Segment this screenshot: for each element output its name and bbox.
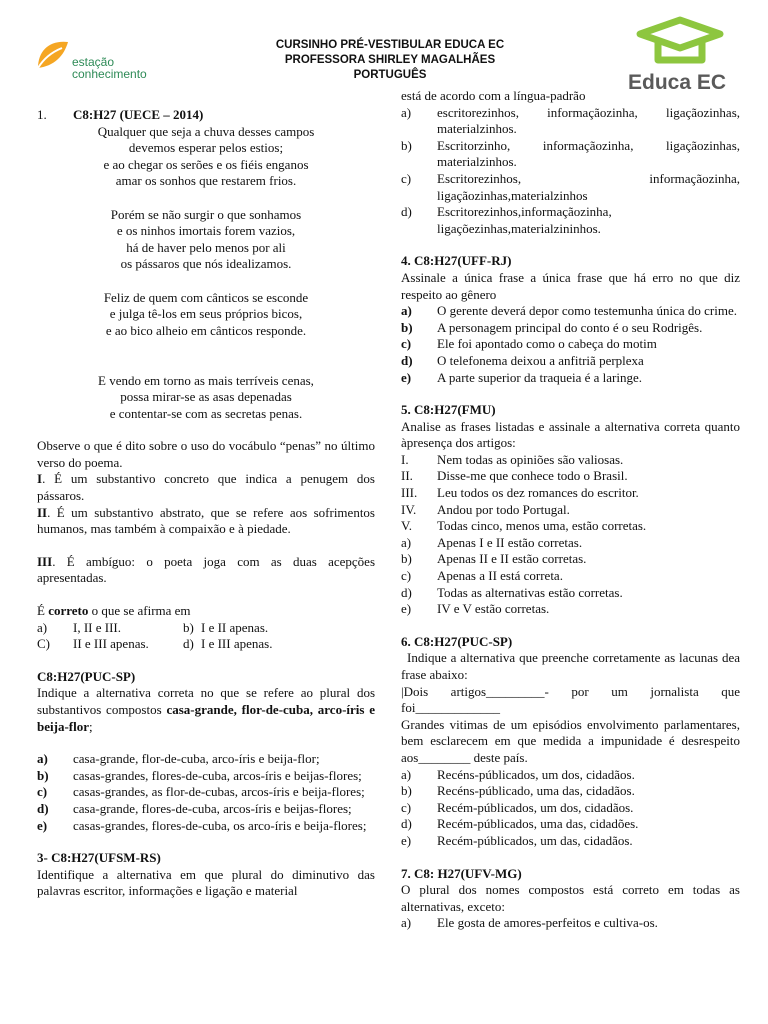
q2-option (37, 768, 375, 785)
q7-tag: 7. C8: H27(UFV-MG) (401, 865, 522, 881)
option-letter: V. (401, 518, 412, 534)
q3-option (401, 204, 740, 237)
q5-option (401, 452, 740, 469)
option-text: casas-grandes, flores-de-cuba, arcos-íris e beijas-flores; (73, 767, 362, 783)
option-letter: a) (401, 766, 412, 782)
q3-tag: 3- C8:H27(UFSM-RS) (37, 850, 161, 866)
q1-statement-iii: III. É ambíguo: o poeta joga com as duas acepções apresentadas. (37, 553, 375, 586)
graduation-cap-icon (630, 16, 730, 72)
q3-option (401, 105, 740, 138)
left-column (37, 107, 375, 900)
option-letter: c) (401, 336, 412, 352)
option-letter: d) (401, 816, 412, 832)
poem-line: possa mirar-se as asas depenadas (120, 389, 292, 405)
option-letter: II. (401, 468, 413, 484)
q2-option (37, 818, 375, 835)
option-letter: c) (401, 799, 412, 815)
q3-option (401, 171, 740, 204)
q1-option-row: a) I, II e III. b) I e II apenas. (37, 619, 269, 635)
option-text: Todas as alternativas estão corretas. (437, 584, 623, 600)
q4-tag: 4. C8:H27(UFF-RJ) (401, 253, 512, 269)
option-letter: III. (401, 485, 418, 501)
option-letter: e) (401, 832, 412, 848)
option-text: Escritorzinho, informaçãozinha, ligaçãozinhas, materialzinhos. (437, 137, 740, 170)
option-text: Recém-públicados, uma das, cidadões. (437, 816, 639, 832)
poem-line: há de haver pelo menos por ali (126, 239, 286, 255)
option-text: Ele gosta de amores-perfeitos e cultiva-os. (437, 915, 658, 931)
option-letter: d) (401, 204, 412, 220)
q6-sentence-1: |Dois artigos_________- por um jornalista que foi_____________ (401, 683, 740, 716)
logo-line1: estação (72, 55, 115, 69)
q1-heading (37, 107, 375, 124)
option-letter: b) (401, 551, 412, 567)
poem-line: e ao bico alheio em cânticos responde. (105, 322, 307, 338)
q1-question: É correto o que se afirma em (37, 603, 191, 619)
q5-option (401, 551, 740, 568)
q2-options (37, 751, 375, 834)
q5-option (401, 601, 740, 618)
option-text: casas-grandes, flores-de-cuba, os arco-íris e beija-flores; (73, 817, 367, 833)
q1-prompt: Observe o que é dito sobre o uso do vocábulo “penas” no último verso do poema. (37, 438, 375, 470)
poem-line (37, 190, 375, 207)
option-letter: I. (401, 451, 409, 467)
option-text: Escritorezinhos,informaçãozinha, ligaçõezinhas,materialzininhos. (437, 204, 612, 236)
q1-poem (37, 124, 375, 423)
q3-option (401, 138, 740, 171)
q5-option (401, 485, 740, 502)
q5-items (401, 452, 740, 535)
header-line-2: PROFESSORA SHIRLEY MAGALHÃES (284, 54, 496, 66)
poem-line: amar os sonhos que restarem frios. (115, 173, 297, 189)
q4-option (401, 303, 740, 320)
option-letter: a) (401, 303, 412, 319)
q4-option (401, 336, 740, 353)
option-text: Nem todas as opiniões são valiosas. (437, 451, 624, 467)
q5-option (401, 535, 740, 552)
poem-line: Porém se não surgir o que sonhamos (110, 206, 302, 222)
q3-prompt-start: Identifique a alternativa em que plural do diminutivo das palavras escritor, informações e ligação e material (37, 866, 375, 899)
option-letter: a) (401, 104, 412, 120)
q5-option (401, 585, 740, 602)
option-letter: b) (401, 319, 413, 335)
logo-educa-ec (622, 16, 752, 96)
q2-tag: C8:H27(PUC-SP) (37, 668, 136, 684)
poem-line (37, 356, 375, 373)
q5-tag: 5. C8:H27(FMU) (401, 402, 496, 418)
right-column (401, 88, 740, 932)
q5-option (401, 502, 740, 519)
option-text: Recéns-públicado, uma das, cidadãos. (437, 783, 635, 799)
q1-number: 1. (37, 107, 47, 122)
poem-line: e ao chegar os serões e os fiéis enganos (103, 156, 309, 172)
option-text: IV e V estão corretas. (437, 601, 550, 617)
q2-prompt: Indique a alternativa correta no que se refere ao plural dos substantivos compostos casa-grande, flor-de-cuba, arco-íris e beija-flor; (37, 685, 376, 734)
option-text: A personagem principal do conto é o seu Rodrigês. (437, 319, 703, 335)
option-letter: a) (37, 751, 48, 767)
option-text: escritorezinhos, informaçãozinha, ligaçãozinhas, materialzinhos. (437, 104, 740, 137)
option-text: Ele foi apontado como o cabeça do motim (437, 336, 657, 352)
q6-option (401, 783, 740, 800)
q5-options (401, 535, 740, 618)
q4-option (401, 320, 740, 337)
q6-option (401, 800, 740, 817)
option-letter: c) (401, 170, 412, 186)
q6-options (401, 767, 740, 850)
q7-option (401, 915, 740, 932)
option-letter: a) (401, 534, 412, 550)
poem-line: Qualquer que seja a chuva desses campos (97, 123, 315, 139)
poem-line: e os ninhos imortais forem vazios, (116, 223, 296, 239)
q3-options (401, 105, 740, 238)
option-text: Recém-públicados, um dos, cidadãos. (437, 799, 634, 815)
option-text: casa-grande, flor-de-cuba, arco-íris e beija-flor; (73, 751, 320, 767)
header-line-1: CURSINHO PRÉ-VESTIBULAR EDUCA EC (275, 39, 505, 51)
option-letter: d) (401, 352, 413, 368)
q1-option-row: C) II e III apenas. d) I e III apenas. (37, 636, 273, 652)
poem-line: e julga tê-los em seus próprios bicos, (109, 306, 303, 322)
option-letter: IV. (401, 501, 417, 517)
q2-option (37, 751, 375, 768)
option-text: O telefonema deixou a anfitriã perplexa (437, 352, 644, 368)
option-text: casas-grandes, as flor-de-cubas, arcos-íris e beija-flores; (73, 784, 365, 800)
option-text: Apenas I e II estão corretas. (437, 534, 583, 550)
q4-option (401, 353, 740, 370)
option-text: Recém-públicados, um das, cidadãos. (437, 832, 633, 848)
option-text: Escritorezinhos, informaçãozinha, ligaçãozinhas,materialzinhos (437, 170, 740, 203)
q7-options (401, 915, 740, 932)
option-text: Apenas II e II estão corretas. (437, 551, 587, 567)
q5-option (401, 518, 740, 535)
option-letter: b) (401, 783, 412, 799)
option-letter: c) (37, 784, 48, 800)
option-letter: c) (401, 568, 412, 584)
poem-line (37, 273, 375, 290)
option-letter: e) (37, 817, 48, 833)
q5-prompt: Analise as frases listadas e assinale a alternativa correta quanto àpresença dos artigos: (401, 418, 740, 451)
q5-option (401, 468, 740, 485)
q4-prompt: Assinale a única frase a única frase que há erro no que diz respeito ao gênero (401, 269, 740, 302)
logo-educa-text: Educa EC (628, 71, 727, 94)
option-text: Andou por todo Portugal. (437, 501, 570, 517)
option-letter: e) (401, 369, 412, 385)
q6-option (401, 816, 740, 833)
q1-tag: C8:H27 (UECE – 2014) (73, 107, 204, 122)
q5-option (401, 568, 740, 585)
poem-line: e contentar-se com as secretas penas. (109, 405, 303, 421)
q2-option (37, 801, 375, 818)
logo-estacao-conhecimento (34, 38, 164, 84)
option-letter: b) (401, 137, 412, 153)
option-text: Apenas a II está correta. (437, 568, 563, 584)
option-text: A parte superior da traqueia é a laringe. (437, 369, 643, 385)
option-letter: d) (37, 800, 49, 816)
poem-line (37, 339, 375, 356)
logo-line2: conhecimento (72, 67, 147, 81)
option-text: casa-grande, flores-de-cuba, arcos-íris e beijas-flores; (73, 800, 352, 816)
poem-line: os pássaros que nós idealizamos. (120, 256, 292, 272)
q3-prompt-end: está de acordo com a língua-padrão (401, 88, 586, 103)
q1-statement-i: I. É um substantivo concreto que indica a penugem dos pássaros. (37, 471, 375, 504)
q6-sentence-2: Grandes vitimas de um episódios envolvimento parlamentares, bem esclarecem em que medida a impunidade é desrespeito aos________ deste país. (401, 716, 740, 765)
q6-prompt: Indique a alternativa que preenche corretamente as lacunas dea frase abaixo: (401, 650, 740, 682)
q4-options (401, 303, 740, 386)
option-text: Leu todos os dez romances do escritor. (437, 485, 639, 501)
poem-line: Feliz de quem com cânticos se esconde (103, 289, 309, 305)
q6-tag: 6. C8:H27(PUC-SP) (401, 633, 513, 649)
option-letter: e) (401, 601, 412, 617)
poem-line: E vendo em torno as mais terríveis cenas, (98, 372, 314, 388)
q4-option (401, 370, 740, 387)
q2-option (37, 784, 375, 801)
q1-statement-ii: II. É um substantivo abstrato, que se refere aos sofrimentos humanos, mas também à compaixão e à piedade. (37, 504, 375, 537)
header-line-3: PORTUGUÊS (353, 69, 427, 81)
option-letter: b) (37, 767, 49, 783)
poem-line: devemos esperar pelos estios; (128, 140, 284, 156)
option-letter: d) (401, 584, 412, 600)
option-text: O gerente deverá depor como testemunha única do crime. (437, 303, 737, 319)
option-text: Recéns-públicados, um dos, cidadãos. (437, 766, 635, 782)
option-text: Disse-me que conhece todo o Brasil. (437, 468, 628, 484)
option-letter: a) (401, 915, 412, 931)
q7-prompt: O plural dos nomes compostos está correto em todas as alternativas, exceto: (401, 882, 740, 914)
q6-option (401, 833, 740, 850)
estacao-leaf-icon (34, 38, 72, 72)
q6-option (401, 767, 740, 784)
option-text: Todas cinco, menos uma, estão corretas. (437, 518, 647, 534)
